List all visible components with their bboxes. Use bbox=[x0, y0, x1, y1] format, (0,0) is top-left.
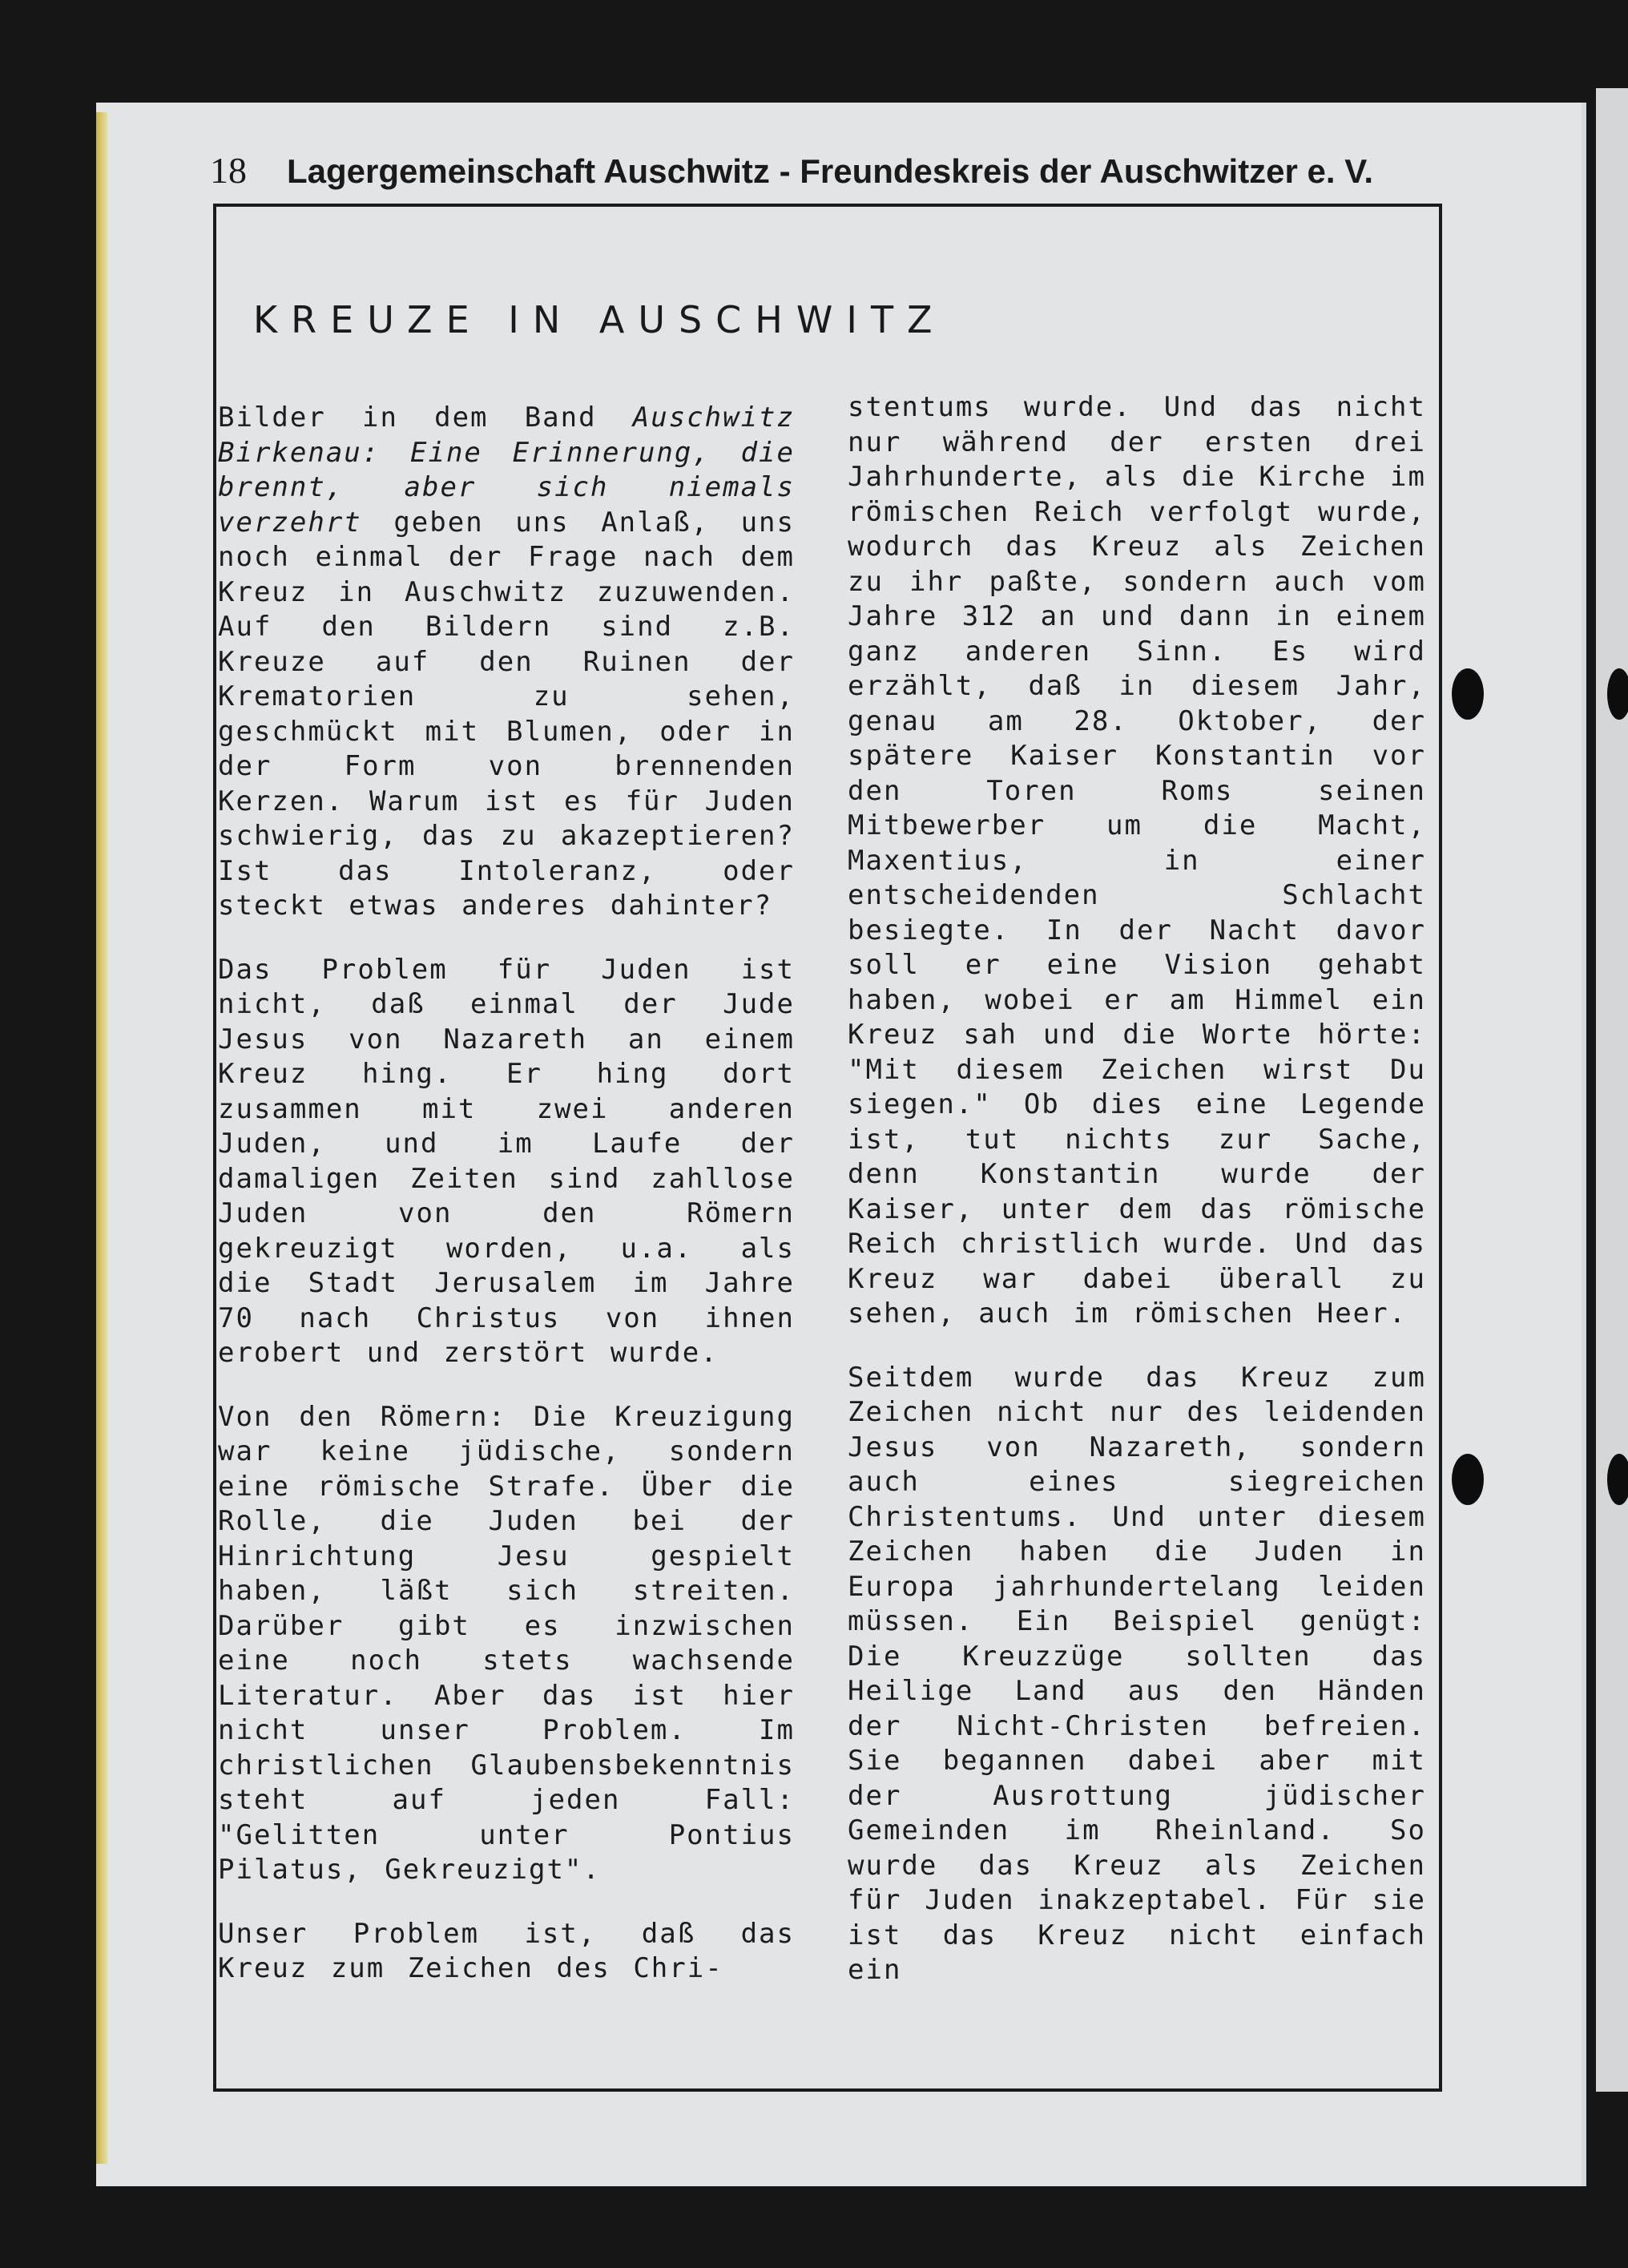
adjacent-page-edge bbox=[1596, 88, 1628, 2092]
paragraph: Von den Römern: Die Kreuzigung war keine jüdische, sondern eine römische Strafe. Über die Rolle, die Juden bei der Hinrichtung Jesu gespielt haben, läßt sich streiten. Darüber gibt es inzwischen eine noch stets wachsende Literatur. Aber das ist hier nicht unser Problem. Im christlichen Glaubensbekenntnis steht auf jeden Fall: "Gelitten unter Pontius Pilatus, Gekreuzigt". bbox=[218, 1400, 795, 1886]
running-header bbox=[210, 149, 1460, 197]
page-edge bbox=[96, 112, 107, 2164]
binder-hole-lower bbox=[1452, 1454, 1484, 1505]
binder-hole-upper-next bbox=[1607, 668, 1628, 720]
paragraph: Das Problem für Juden ist nicht, daß einmal der Jude Jesus von Nazareth an einem Kreuz hing. Er hing dort zusammen mit zwei anderen Juden, und im Laufe der damaligen Zeiten sind zahllose Juden von den Römern gekreuzigt worden, u.a. als die Stadt Jerusalem im Jahre 70 nach Christus von ihnen erobert und zerstört wurde. bbox=[218, 953, 795, 1369]
paragraph: Seitdem wurde das Kreuz zum Zeichen nicht nur des leidenden Jesus von Nazareth, sondern auch eines siegreichen Christentums. Und unter diesem Zeichen haben die Juden in Europa jahrhundertelang leiden müssen. Ein Beispiel genügt: Die Kreuzzüge sollten das Heilige Land aus den Händen der Nicht-Christen befreien. Sie begannen dabei aber mit der Ausrottung jüdischer Gemeinden im Rheinland. So wurde das Kreuz als Zeichen für Juden inakzeptabel. Für sie ist das Kreuz nicht einfach ein bbox=[848, 1361, 1426, 1986]
paragraph: stentums wurde. Und das nicht nur während der ersten drei Jahrhunderte, als die Kirche im römischen Reich verfolgt wurde, wodurch das Kreuz als Zeichen zu ihr paßte, sondern auch vom Jahre 312 an und dann in einem ganz anderen Sinn. Es wird erzählt, daß in diesem Jahr, genau am 28. Oktober, der spätere Kaiser Konstantin vor den Toren Roms seinen Mitbewerber um die Macht, Maxentius, in einer entscheidenden Schlacht besiegte. In der Nacht davor soll er eine Vision gehabt haben, wobei er am Himmel ein Kreuz sah und die Worte hörte: "Mit diesem Zeichen wirst Du siegen." Ob dies eine Legende ist, tut nichts zur Sache, denn Konstantin wurde der Kaiser, unter dem das römische Reich christlich wurde. Und das Kreuz war dabei überall zu sehen, auch im römischen Heer. bbox=[848, 391, 1426, 1330]
paragraph bbox=[218, 401, 795, 924]
left-column bbox=[218, 401, 795, 1987]
binder-hole-upper bbox=[1452, 668, 1484, 720]
article-headline: KREUZE IN AUSCHWITZ bbox=[253, 298, 946, 341]
publication-title: Lagergemeinschaft Auschwitz - Freundeskreis der Auschwitzer e. V. bbox=[287, 152, 1374, 190]
page-number: 18 bbox=[210, 150, 247, 191]
paragraph-text: Bilder in dem Band bbox=[218, 402, 633, 434]
right-column bbox=[848, 390, 1426, 1988]
binder-hole-lower-next bbox=[1607, 1454, 1628, 1505]
book-title: Auschwitz Birkenau: Eine Erinnerung, die brennt, aber sich niemals verzehrt bbox=[218, 402, 795, 539]
paragraph-text: geben uns Anlaß, uns noch einmal der Frage nach dem Kreuz in Auschwitz zuzuwenden. Auf den Bildern sind z.B. Kreuze auf den Ruinen der Krematorien zu sehen, geschmückt mit Blumen, oder in der Form von brennenden Kerzen. Warum ist es für Juden schwierig, das zu akazeptieren? Ist das Intoleranz, oder steckt etwas anderes dahinter? bbox=[218, 506, 795, 922]
paragraph: Unser Problem ist, daß das Kreuz zum Zeichen des Chri- bbox=[218, 1917, 795, 1984]
